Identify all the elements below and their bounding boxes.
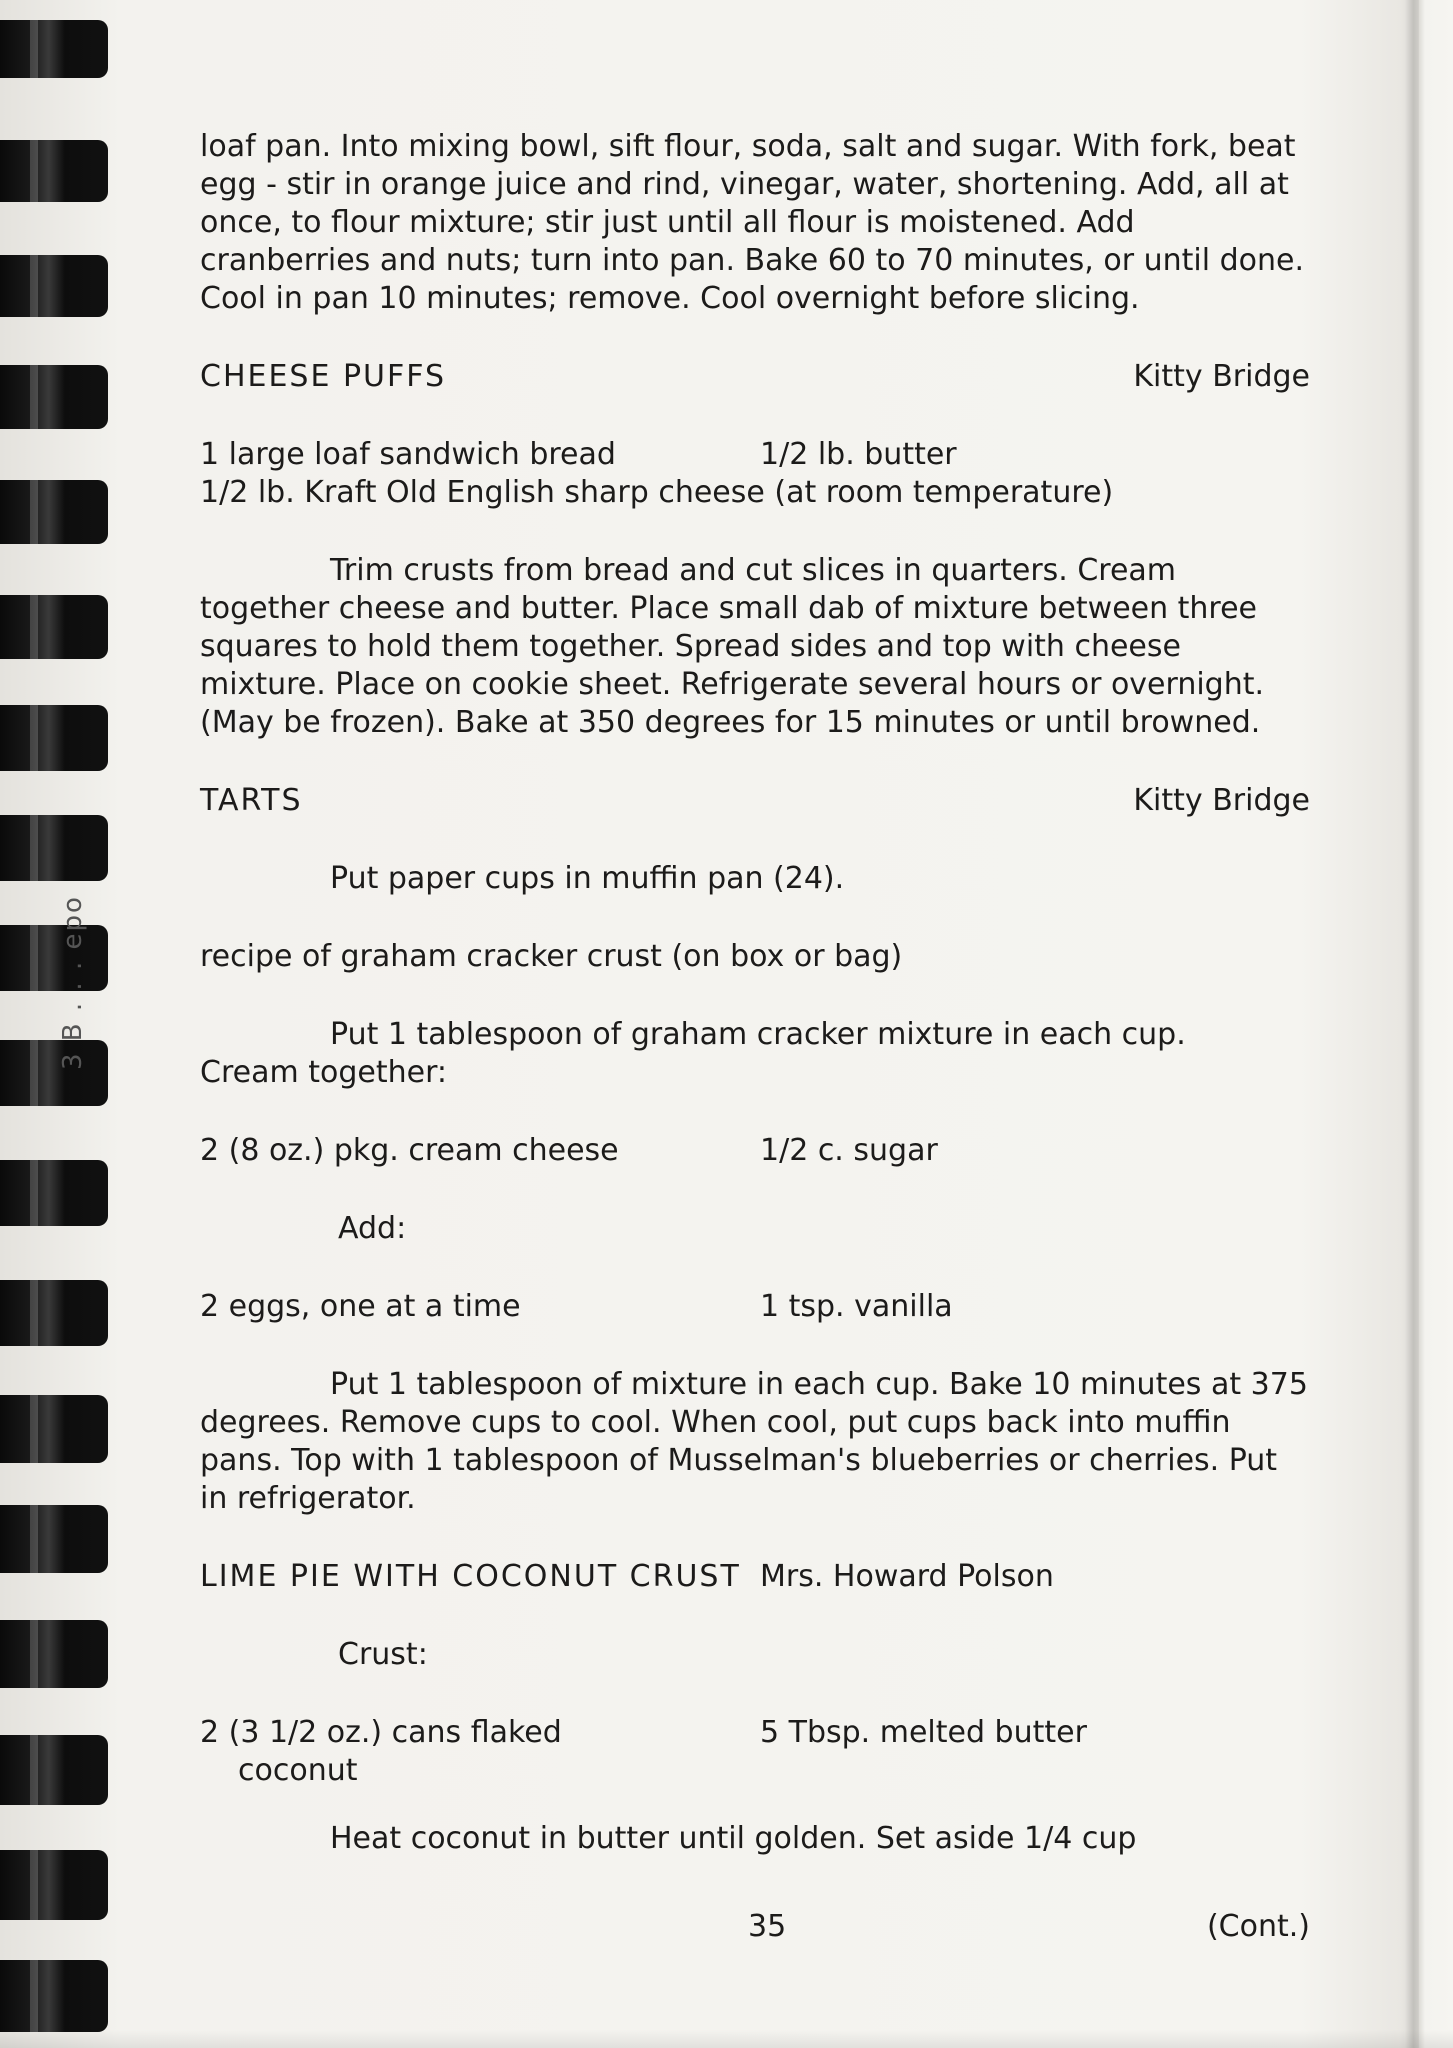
binding-ring <box>0 1160 108 1226</box>
binding-ring <box>0 140 108 202</box>
recipe-contributor: Kitty Bridge <box>1133 783 1310 818</box>
ingredient: 1/2 lb. butter <box>760 437 957 472</box>
recipe-step: Put paper cups in muffin pan (24). <box>330 861 845 896</box>
ingredient-row <box>200 436 1310 474</box>
ingredient-row <box>200 1132 1310 1170</box>
binding-ring <box>0 1620 108 1688</box>
page-content <box>200 128 1310 1858</box>
recipe-step: Put 1 tablespoon of graham cracker mixture in each cup. <box>330 1017 1186 1052</box>
binding-ring <box>0 1850 108 1920</box>
binding-ring <box>0 20 108 78</box>
recipe-heading-tarts <box>200 782 1310 820</box>
binding-ring <box>0 705 108 771</box>
ingredient <box>200 1714 760 1790</box>
binding-ring <box>0 1960 108 2032</box>
continued-note: (Cont.) <box>1206 1909 1310 1944</box>
recipe-directions: Trim crusts from bread and cut slices in quarters. Cream together cheese and butter. Place small dab of mixture between three squares to hold them together. Spread sides and top with cheese mixture. Place on cookie sheet. Refrigerate several hours or overnight. (May be frozen). Bake at 350 degrees for 15 minutes or until browned. <box>200 553 1265 740</box>
recipe-heading-lime-pie <box>200 1558 1310 1596</box>
ingredient-row <box>200 1714 1310 1790</box>
binding-ring <box>0 480 108 544</box>
recipe-heading-cheese-puffs <box>200 358 1310 396</box>
recipe-contributor: Mrs. Howard Polson <box>760 1559 1054 1594</box>
page-bottom-shade <box>0 2030 1453 2048</box>
spiral-binding <box>0 0 110 2048</box>
recipe-directions: Put 1 tablespoon of mixture in each cup. Bake 10 minutes at 375 degrees. Remove cups to cool. When cool, put cups back into muffin pans. Top with 1 tablespoon of Musselman's blueberries or cherries. Put in refrigerator. <box>200 1367 1308 1516</box>
ingredient: 2 (8 oz.) pkg. cream cheese <box>200 1133 619 1168</box>
recipe-step: Crust: <box>338 1637 428 1672</box>
recipe-directions: Heat coconut in butter until golden. Set aside 1/4 cup <box>330 1821 1137 1856</box>
binding-ring <box>0 595 108 659</box>
page-edge-shadow <box>1405 0 1419 2048</box>
binding-ring <box>0 1280 108 1346</box>
page-number: 35 <box>748 1909 787 1944</box>
binding-ring <box>0 365 108 429</box>
binding-ring <box>0 255 108 317</box>
binding-ring <box>0 1040 108 1106</box>
binding-ring <box>0 815 108 881</box>
ingredient-text-cont: coconut <box>238 1753 358 1788</box>
binding-ring <box>0 1395 108 1463</box>
binding-ring <box>0 1505 108 1573</box>
ingredient: 1 large loaf sandwich bread <box>200 437 616 472</box>
binding-ring <box>0 925 108 991</box>
recipe-step: Add: <box>338 1211 407 1246</box>
recipe-step: Cream together: <box>200 1055 447 1090</box>
ingredient-text: 2 (3 1/2 oz.) cans flaked <box>200 1715 562 1750</box>
ingredient-line: recipe of graham cracker crust (on box or bag) <box>200 939 903 974</box>
ingredient: 2 eggs, one at a time <box>200 1289 521 1324</box>
intro-paragraph: loaf pan. Into mixing bowl, sift flour, soda, salt and sugar. With fork, beat egg - stir in orange juice and rind, vinegar, water, shortening. Add, all at once, to flour mixture; stir just until all flour is moistened. Add cranberries and nuts; turn into pan. Bake 60 to 70 minutes, or until done. Cool in pan 10 minutes; remove. Cool overnight before slicing. <box>200 129 1304 316</box>
ingredient: 1/2 c. sugar <box>760 1133 938 1168</box>
recipe-title: TARTS <box>200 783 303 818</box>
spine-label: 3 B . . . epo <box>58 895 88 1070</box>
ingredient-row <box>200 1288 1310 1326</box>
recipe-title: LIME PIE WITH COCONUT CRUST <box>200 1559 741 1594</box>
binding-ring <box>0 1735 108 1805</box>
ingredient: 1 tsp. vanilla <box>760 1289 953 1324</box>
recipe-title: CHEESE PUFFS <box>200 359 447 394</box>
recipe-contributor: Kitty Bridge <box>1133 359 1310 394</box>
ingredient: 5 Tbsp. melted butter <box>760 1715 1087 1750</box>
ingredient-line: 1/2 lb. Kraft Old English sharp cheese (at room temperature) <box>200 475 1114 510</box>
